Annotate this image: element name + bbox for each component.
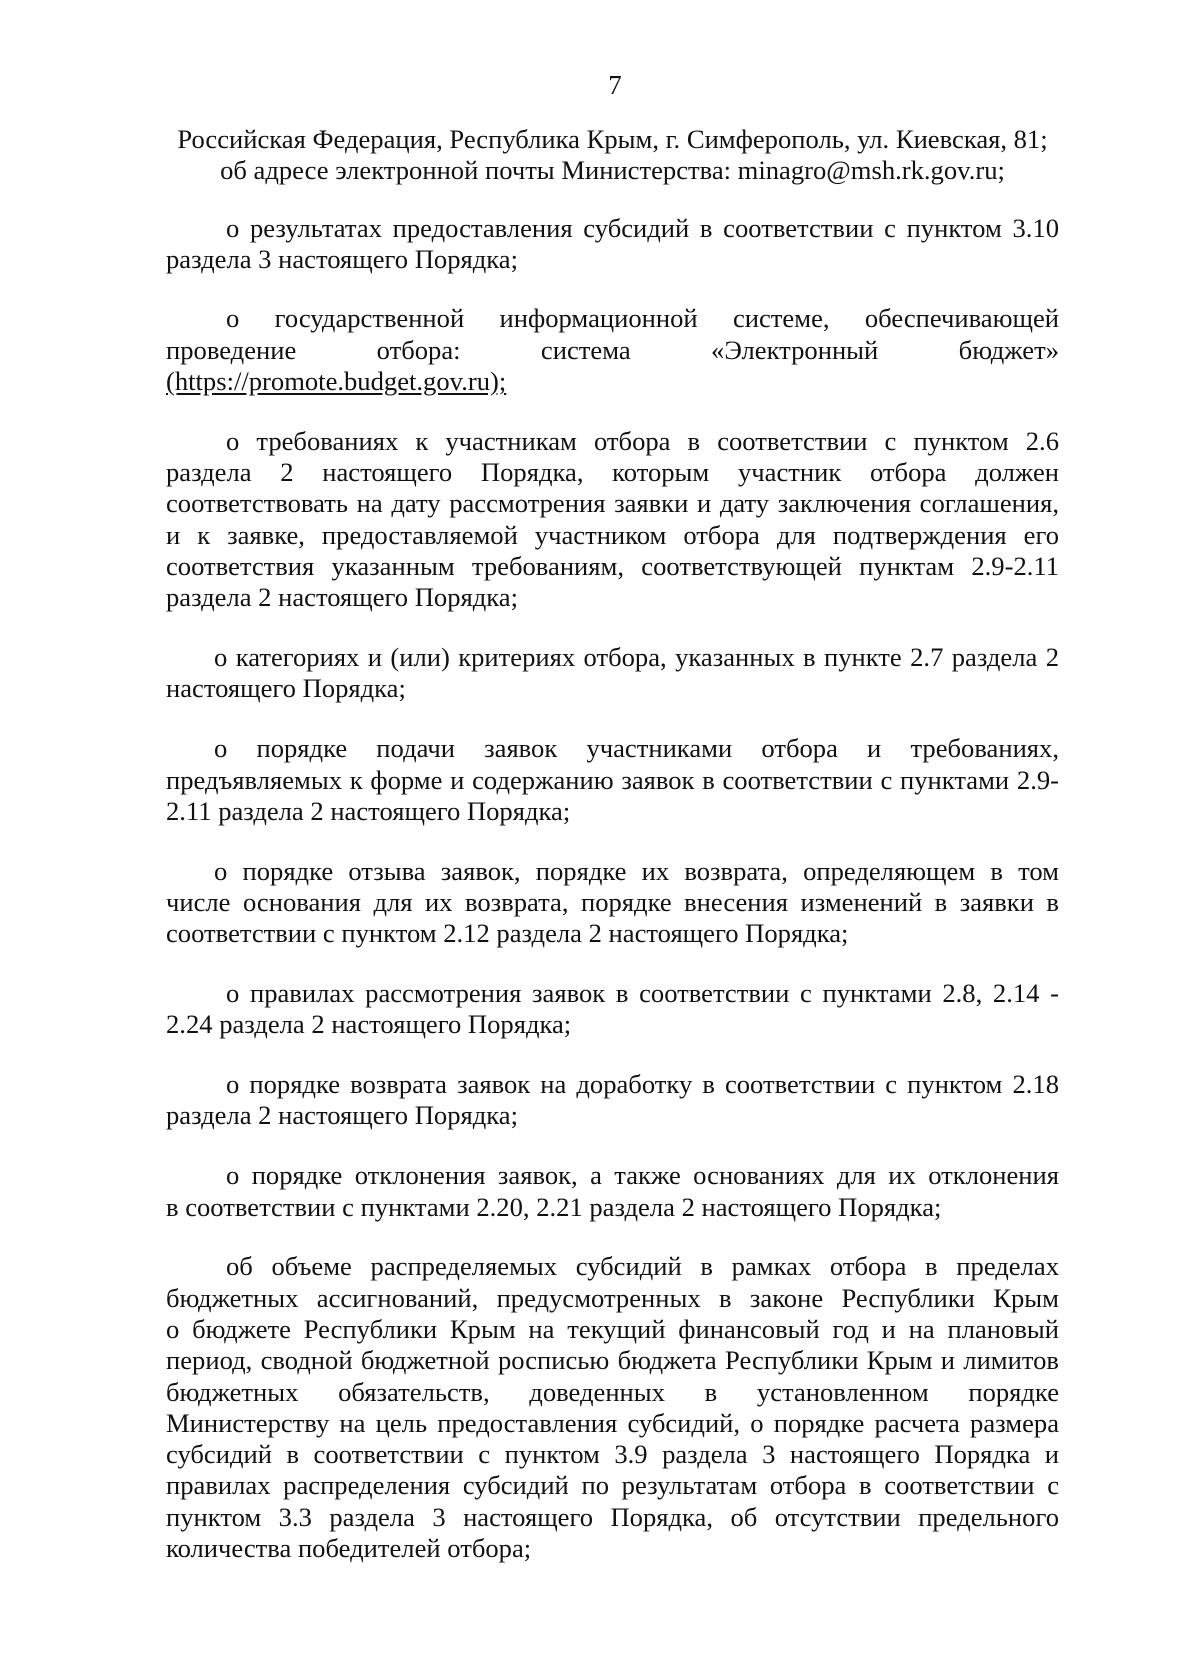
paragraph-line: о категориях и (или) критериях отбора, указанных в пункте 2.7 раздела 2 bbox=[214, 642, 1059, 673]
paragraph-line: настоящего Порядка; bbox=[166, 673, 406, 704]
paragraph-categories bbox=[166, 642, 1059, 705]
paragraph-line: субсидий в соответствии с пунктом 3.9 раздела 3 настоящего Порядка и bbox=[166, 1439, 1059, 1470]
paragraph-line: проведение отбора: система «Электронный бюджет» bbox=[166, 334, 1059, 365]
paragraph-line: 2.11 раздела 2 настоящего Порядка; bbox=[166, 795, 571, 826]
paragraph-line: предъявляемых к форме и содержанию заявок в соответствии с пунктами 2.9- bbox=[166, 764, 1059, 795]
paragraph-subsidy-volume bbox=[166, 1251, 1059, 1564]
page-number: 7 bbox=[608, 70, 622, 100]
paragraph-line: о порядке отзыва заявок, порядке их возврата, определяющем в том bbox=[214, 855, 1059, 886]
paragraph-submission bbox=[166, 733, 1059, 827]
paragraph-line: соответствии с пунктом 2.12 раздела 2 настоящего Порядка; bbox=[166, 918, 849, 949]
paragraph-line: период, сводной бюджетной росписью бюджета Республики Крым и лимитов bbox=[166, 1345, 1059, 1376]
paragraph-line: о бюджете Республики Крым на текущий финансовый год и на плановый bbox=[166, 1313, 1059, 1344]
paragraph-line: о порядке возврата заявок на доработку в соответствии с пунктом 2.18 bbox=[226, 1069, 1059, 1100]
paragraph-line: в соответствии с пунктами 2.20, 2.21 раздела 2 настоящего Порядка; bbox=[166, 1191, 942, 1222]
paragraph-line: о порядке подачи заявок участниками отбора и требованиях, bbox=[214, 733, 1059, 764]
paragraph-line: раздела 2 настоящего Порядка; bbox=[166, 1100, 519, 1131]
address-block bbox=[166, 124, 1059, 187]
paragraph-results bbox=[166, 213, 1059, 244]
paragraph-line: о порядке отклонения заявок, а также основаниях для их отклонения bbox=[226, 1160, 1059, 1191]
paragraph-line: о правилах рассмотрения заявок в соответствии с пунктами 2.8, 2.14 - bbox=[226, 978, 1059, 1009]
email-line: об адресе электронной почты Министерства: minagro@msh.rk.gov.ru; bbox=[220, 155, 1005, 186]
paragraph-info-system bbox=[166, 303, 1059, 397]
paragraph-line: количества победителей отбора; bbox=[166, 1532, 532, 1563]
paragraph-line: 2.24 раздела 2 настоящего Порядка; bbox=[166, 1009, 572, 1040]
paragraph-return-revision bbox=[166, 1069, 1059, 1132]
paragraph-line: бюджетных ассигнований, предусмотренных в законе Республики Крым bbox=[166, 1282, 1059, 1313]
budget-link[interactable]: (https://promote.budget.gov.ru); bbox=[166, 366, 507, 397]
document-body bbox=[166, 124, 1059, 1593]
paragraph-rejection bbox=[166, 1160, 1059, 1223]
paragraph-line: числе основания для их возврата, порядке внесения изменений в заявки в bbox=[166, 886, 1059, 917]
paragraph-review-rules bbox=[166, 978, 1059, 1041]
paragraph-line: правилах распределения субсидий по результатам отбора в соответствии с bbox=[166, 1470, 1059, 1501]
paragraph-line: пунктом 3.3 раздела 3 настоящего Порядка, об отсутствии предельного bbox=[166, 1501, 1059, 1532]
paragraph-line: Министерству на цель предоставления субсидий, о порядке расчета размера bbox=[166, 1407, 1059, 1438]
paragraph-line: бюджетных обязательств, доведенных в установленном порядке bbox=[166, 1376, 1059, 1407]
paragraph-withdrawal bbox=[166, 856, 1059, 950]
paragraph-line: о государственной информационной системе, обеспечивающей bbox=[226, 303, 1059, 334]
paragraph-line: раздела 2 настоящего Порядка, которым участник отбора должен bbox=[166, 457, 1059, 488]
paragraph-line: и к заявке, предоставляемой участником отбора для подтверждения его bbox=[166, 519, 1059, 550]
paragraph-line: соответствия указанным требованиям, соответствующей пунктам 2.9-2.11 bbox=[166, 551, 1059, 582]
paragraph-line: о требованиях к участникам отбора в соответствии с пунктом 2.6 bbox=[226, 425, 1059, 456]
paragraph-line: соответствовать на дату рассмотрения заявки и дату заключения соглашения, bbox=[166, 488, 1059, 519]
paragraph-line: раздела 2 настоящего Порядка; bbox=[166, 582, 519, 613]
paragraph-requirements bbox=[166, 426, 1059, 614]
paragraph-line: об объеме распределяемых субсидий в рамках отбора в пределах bbox=[226, 1251, 1059, 1282]
paragraph-line: о результатах предоставления субсидий в соответствии с пунктом 3.10 bbox=[226, 212, 1059, 243]
paragraph-line: раздела 3 настоящего Порядка; bbox=[166, 243, 519, 274]
address-line: Российская Федерация, Республика Крым, г. Симферополь, ул. Киевская, 81; bbox=[177, 124, 1048, 154]
